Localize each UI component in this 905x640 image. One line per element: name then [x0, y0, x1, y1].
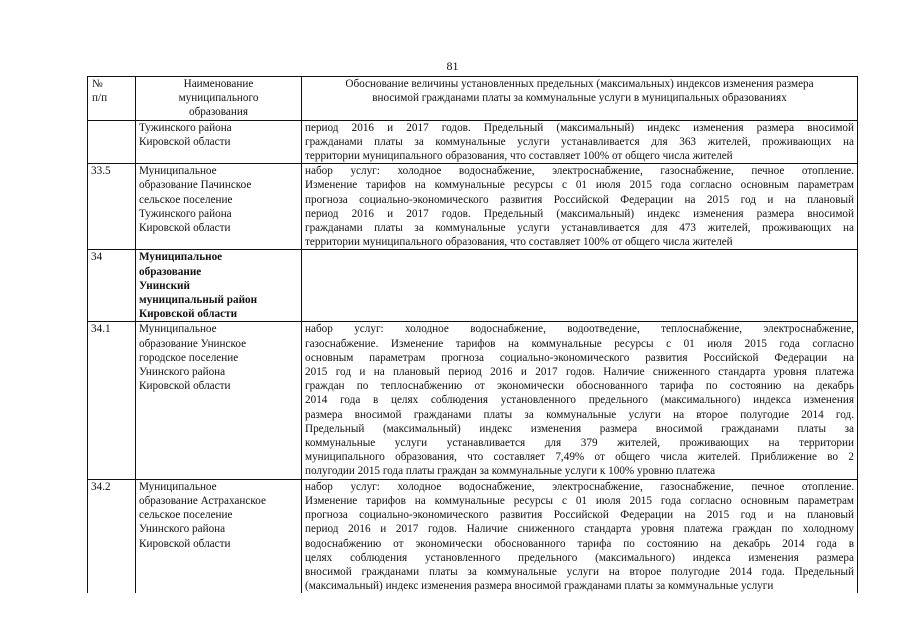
justification-line: территории муниципального образования, что составляет 100% от общего числа жителей [305, 236, 733, 249]
justification-line: размера вносимой гражданами платы за коммунальные услуги на второе полугодие 2014 год. [305, 408, 854, 421]
justification-line: период 2016 и 2017 годов. Предельный (максимальный) индекс изменения размера вносимой [305, 121, 854, 134]
page-number: 81 [446, 59, 459, 73]
justification-line: полугодии 2015 года платы граждан за коммунальные услуги к 100% уровню платежа [305, 465, 716, 478]
justification-line: набор услуг: холодное водоснабжение, водоотведение, теплоснабжение, электроснабжение, [305, 323, 854, 336]
row-number [88, 120, 136, 164]
row-number: 33.5 [88, 164, 136, 250]
table-row [88, 479, 858, 593]
table-header-row [88, 77, 858, 121]
header-municipality: Наименование муниципального образования [136, 77, 302, 121]
row-number: 34.2 [88, 479, 136, 593]
municipality-name: Муниципальное образование Астраханское сельское поселение Унинского района Кировской области [136, 479, 302, 593]
justification-line: период 2016 и 2017 годов. Предельный (максимальный) индекс изменения размера вносимой [305, 207, 854, 220]
justification-line: гражданами платы за коммунальные услуги устанавливается для 363 жителей, проживающих на [305, 135, 854, 148]
row-number: 34.1 [88, 322, 136, 479]
justification-line: коммунальные услуги устанавливается для 379 жителей, проживающих на территории [305, 437, 854, 450]
justification-line: Изменение тарифов на коммунальные ресурсы с 01 июля 2015 года согласно основным параметрам [305, 494, 854, 507]
municipality-name: Муниципальное образование Унинский муниципальный район Кировской области [136, 250, 302, 322]
justification-text [302, 250, 858, 322]
justification-line: (максимальный) индекс изменения размера вносимой гражданами платы за коммунальные услуги [305, 580, 774, 593]
justification-line: прогноза социально-экономического развития Российской Федерации на 2015 год и на плановый [305, 509, 854, 522]
municipality-name: Муниципальное образование Унинское городское поселение Унинского района Кировской области [136, 322, 302, 479]
table-body [88, 120, 858, 593]
table-row [88, 120, 858, 164]
justification-line: Предельный (максимальный) индекс изменения размера вносимой гражданами платы за [305, 422, 854, 435]
justification-line: газоснабжение. Изменение тарифов на коммунальные ресурсы с 01 июля 2015 года согласно [305, 337, 854, 350]
header-justification: Обоснование величины установленных предельных (максимальных) индексов изменения размера вносимой гражданами платы за коммунальные услуги в муниципальных образованиях [302, 77, 858, 121]
table-row [88, 250, 858, 322]
justification-line: территории муниципального образования, что составляет 100% от общего числа жителей [305, 150, 733, 163]
justification-line: период 2016 и 2017 годов. Наличие сниженного стандарта уровня платежа граждан по холодному [305, 523, 854, 536]
justification-text [302, 164, 858, 250]
justification-line: прогноза социально-экономического развития Российской Федерации на 2015 год и на плановый [305, 193, 854, 206]
justification-line: вносимой гражданами платы за коммунальные услуги на второе полугодие 2014 года. Предельный [305, 565, 854, 578]
header-number: № п/п [88, 77, 136, 121]
justification-line: набор услуг: холодное водоснабжение, электроснабжение, газоснабжение, печное отопление. [305, 480, 854, 493]
justification-line: граждан по теплоснабжению от экономически обоснованного тарифа по состоянию на декабрь [305, 380, 854, 393]
justification-line: набор услуг: холодное водоснабжение, электроснабжение, газоснабжение, печное отопление. [305, 165, 854, 178]
justification-text [302, 479, 858, 593]
justification-line: 2015 год и на плановый период 2016 и 2017 годов. Наличие сниженного стандарта уровня платежа [305, 366, 854, 379]
justification-line: муниципального образования, что составляет 7,49% от общего числа жителей. Приближение во 2 [305, 451, 854, 464]
justification-line: основным параметрам прогноза социально-экономического развития Российской Федерации на [305, 351, 854, 364]
municipality-name: Муниципальное образование Пачинское сельское поселение Тужинского района Кировской области [136, 164, 302, 250]
row-number: 34 [88, 250, 136, 322]
justification-line: гражданами платы за коммунальные услуги устанавливается для 473 жителей, проживающих на [305, 222, 854, 235]
justification-text [302, 120, 858, 164]
justification-line: целях соблюдения установленного предельного (максимального) индекса изменения размера [305, 551, 854, 564]
justification-line: водоснабжению от экономически обоснованного тарифа по состоянию на декабрь 2014 года в [305, 537, 854, 550]
justification-text [302, 322, 858, 479]
tariff-index-table [87, 76, 858, 593]
table-row [88, 164, 858, 250]
justification-line: Изменение тарифов на коммунальные ресурсы с 01 июля 2015 года согласно основным параметрам [305, 179, 854, 192]
justification-line: 2014 года в целях соблюдения установленного предельного (максимального) индекса изменения [305, 394, 854, 407]
municipality-name: Тужинского района Кировской области [136, 120, 302, 164]
table-row [88, 322, 858, 479]
